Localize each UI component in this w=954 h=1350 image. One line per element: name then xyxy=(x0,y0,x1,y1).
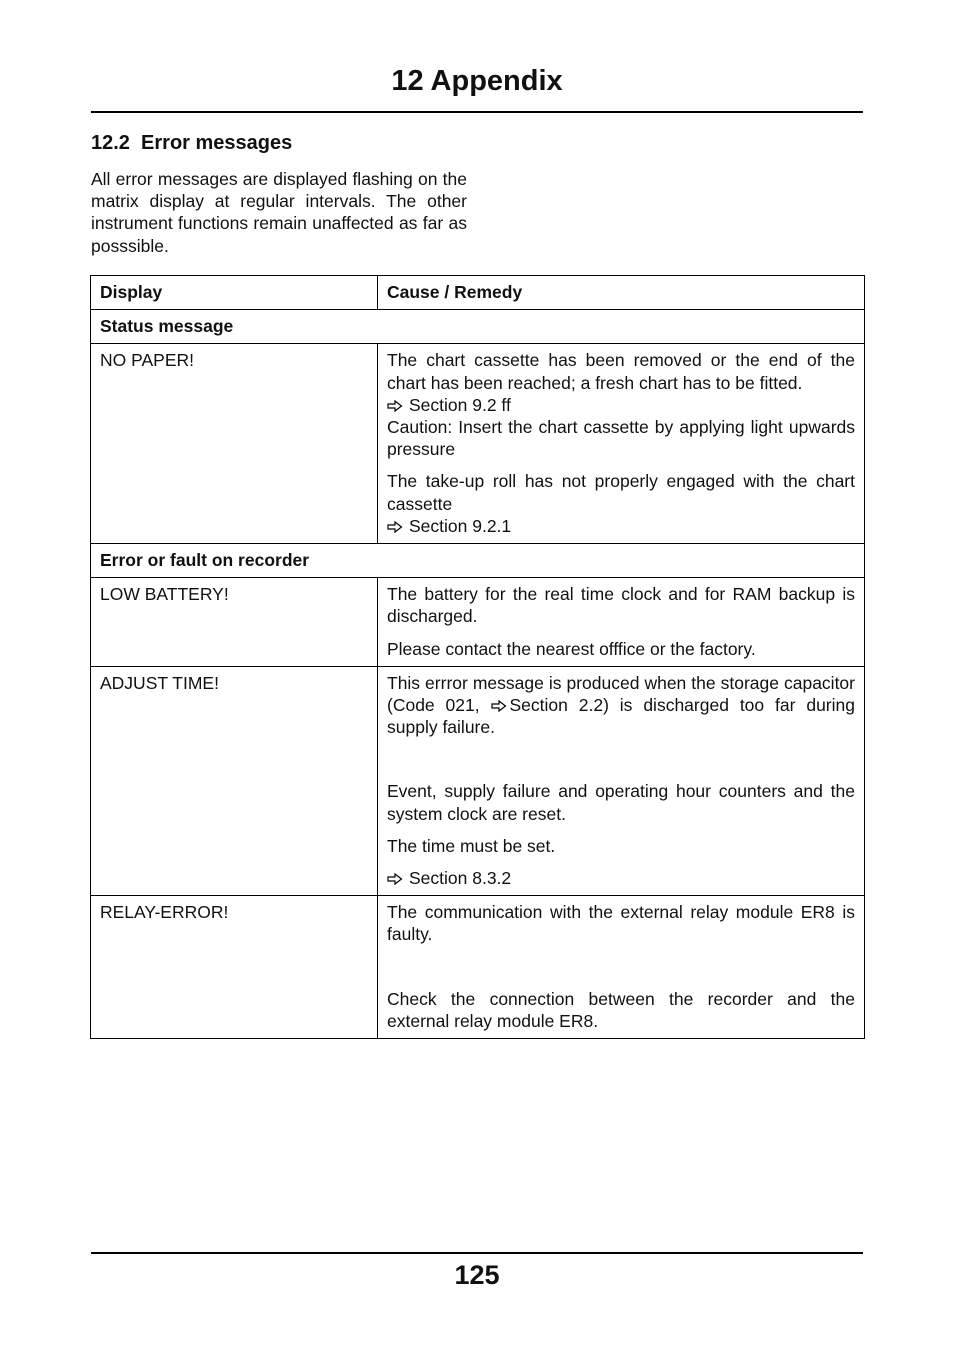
remedy-paragraph: The communication with the external relay module ER8 is faulty. xyxy=(387,902,855,945)
cause-remedy-cell xyxy=(378,896,865,1039)
table-row xyxy=(91,666,865,895)
display-cell: RELAY-ERROR! xyxy=(91,896,378,1039)
group-row-status-message xyxy=(91,310,865,344)
remedy-text: The take-up roll has not properly engaged with the chart cassette xyxy=(387,471,855,514)
table-row xyxy=(91,344,865,544)
display-cell: NO PAPER! xyxy=(91,344,378,544)
table-row xyxy=(91,896,865,1039)
section-heading: 12.2 Error messages xyxy=(91,132,293,154)
intro-paragraph: All error messages are displayed flashing on the matrix display at regular intervals. The other instrument functions remain unaffected as far as posssible. xyxy=(91,169,467,256)
display-cell: ADJUST TIME! xyxy=(91,666,378,895)
arrow-right-outline-icon xyxy=(491,695,507,707)
error-messages-table xyxy=(90,275,865,1039)
arrow-right-outline-icon xyxy=(387,868,403,880)
display-cell: LOW BATTERY! xyxy=(91,578,378,667)
header-rule xyxy=(91,111,863,113)
section-reference: Section 8.3.2 xyxy=(409,868,512,889)
group-label: Status message xyxy=(91,310,865,344)
section-reference: Section 9.2 ff xyxy=(409,394,511,415)
section-reference: Section 9.2.1 xyxy=(409,515,512,536)
column-header-cause-remedy: Cause / Remedy xyxy=(378,276,865,310)
remedy-paragraph xyxy=(387,470,855,537)
remedy-text: The chart cassette has been removed or the end of the chart has been reached; a fresh chart has to be fitted. xyxy=(387,350,855,393)
remedy-paragraph: The time must be set. xyxy=(387,835,556,856)
remedy-paragraph: Check the connection between the recorder and the external relay module ER8. xyxy=(387,988,855,1031)
page-number: 125 xyxy=(454,1260,500,1290)
caution-text: Caution: Insert the chart cassette by applying light upwards pressure xyxy=(387,417,855,460)
arrow-right-outline-icon xyxy=(387,516,403,528)
column-header-display: Display xyxy=(91,276,378,310)
remedy-paragraph xyxy=(387,672,855,739)
arrow-right-outline-icon xyxy=(387,395,403,407)
remedy-paragraph xyxy=(387,349,855,460)
table-row xyxy=(91,578,865,667)
table-header-row xyxy=(91,276,865,310)
remedy-paragraph xyxy=(387,867,855,889)
remedy-paragraph: The battery for the real time clock and for RAM backup is discharged. xyxy=(387,584,855,627)
remedy-text: This errror message is produced when the storage capacitor (Code 021, xyxy=(387,672,855,716)
cause-remedy-cell xyxy=(378,578,865,667)
footer-rule xyxy=(91,1252,863,1254)
group-label: Error or fault on recorder xyxy=(91,544,865,578)
remedy-paragraph: Event, supply failure and operating hour counters and the system clock are reset. xyxy=(387,781,855,824)
remedy-text: Section 2.2) is discharged too far during supply failure. xyxy=(387,695,855,738)
cause-remedy-cell xyxy=(378,666,865,895)
remedy-paragraph: Please contact the nearest offfice or the factory. xyxy=(387,638,756,659)
cause-remedy-cell xyxy=(378,344,865,544)
chapter-title: 12 Appendix xyxy=(391,65,563,97)
group-row-error-fault xyxy=(91,544,865,578)
